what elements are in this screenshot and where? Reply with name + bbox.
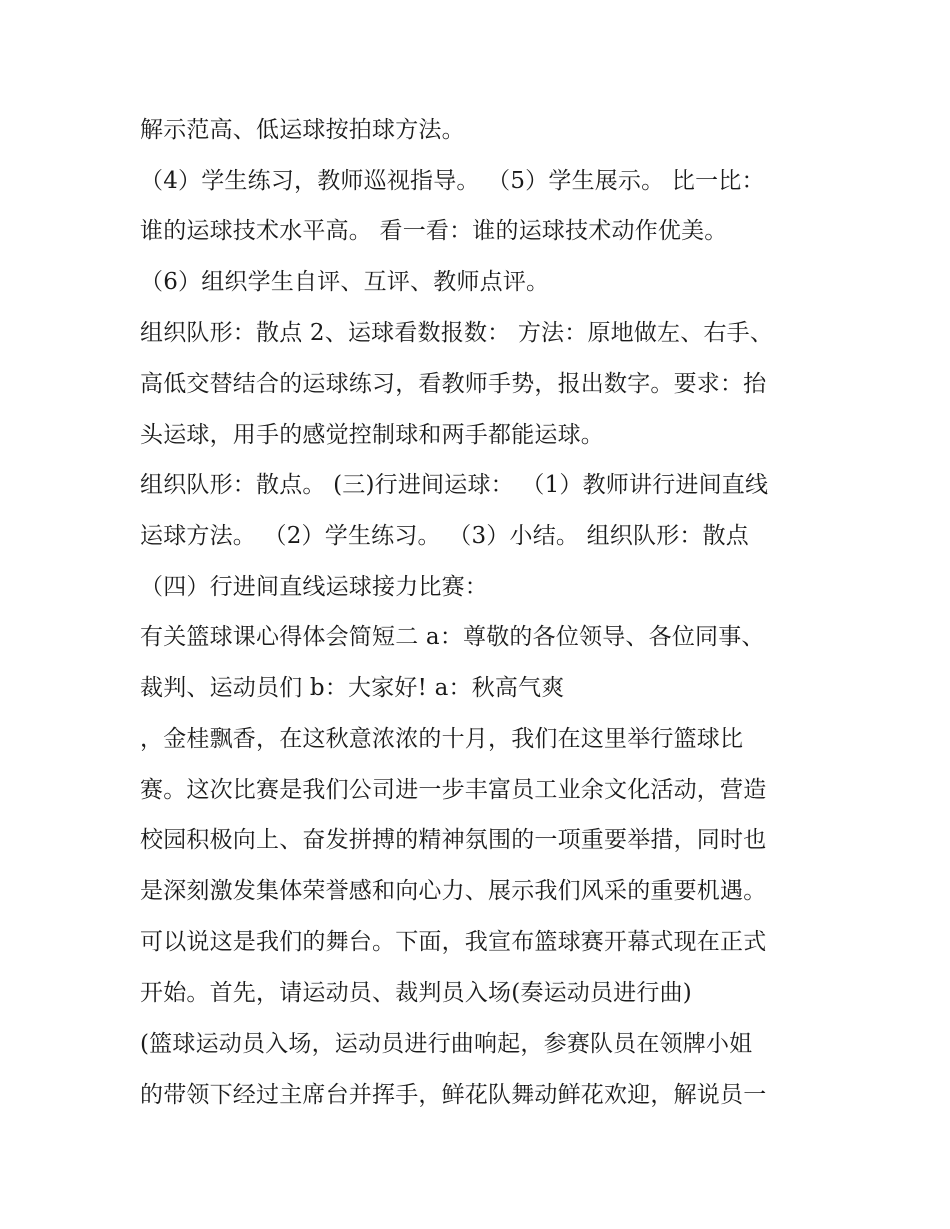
text-line: （4）学生练习，教师巡视指导。 （5）学生展示。 比一比： — [140, 168, 765, 194]
text-line: 解示范高、低运球按拍球方法。 — [140, 117, 465, 143]
text-line: ，金桂飘香，在这秋意浓浓的十月，我们在这里举行篮球比 — [140, 726, 744, 752]
text-line: 开始。首先，请运动员、裁判员入场(奏运动员进行曲) — [140, 980, 692, 1006]
text-line: 运球方法。 （2）学生练习。 （3）小结。 组织队形：散点 — [140, 523, 749, 549]
text-line: 组织队形：散点。 (三)行进间运球： （1）教师讲行进间直线 — [140, 472, 769, 498]
text-line: 裁判、运动员们 b：大家好! a：秋高气爽 — [140, 675, 565, 701]
text-line: 谁的运球技术水平高。 看一看：谁的运球技术动作优美。 — [140, 218, 728, 244]
text-line: 有关篮球课心得体会简短二 a：尊敬的各位领导、各位同事、 — [140, 624, 765, 650]
text-line: 头运球，用手的感觉控制球和两手都能运球。 — [140, 422, 604, 448]
text-line: 赛。这次比赛是我们公司进一步丰富员工业余文化活动，营造 — [140, 777, 767, 803]
text-line: 校园积极向上、奋发拼搏的精神氛围的一项重要举措，同时也 — [140, 827, 767, 853]
text-line: （6）组织学生自评、互评、教师点评。 — [140, 269, 550, 295]
text-line: 的带领下经过主席台并挥手，鲜花队舞动鲜花欢迎，解说员一 — [140, 1082, 767, 1108]
text-line: （四）行进间直线运球接力比赛： — [140, 574, 488, 600]
text-line: 可以说这是我们的舞台。下面，我宣布篮球赛开幕式现在正式 — [140, 929, 767, 955]
text-line: (篮球运动员入场，运动员进行曲响起，参赛队员在领牌小姐 — [140, 1031, 753, 1057]
text-line: 高低交替结合的运球练习，看教师手势，报出数字。要求：抬 — [140, 371, 767, 397]
text-line: 是深刻激发集体荣誉感和向心力、展示我们风采的重要机遇。 — [140, 878, 767, 904]
text-line: 组织队形：散点 2、运球看数报数： 方法：原地做左、右手、 — [140, 320, 774, 346]
